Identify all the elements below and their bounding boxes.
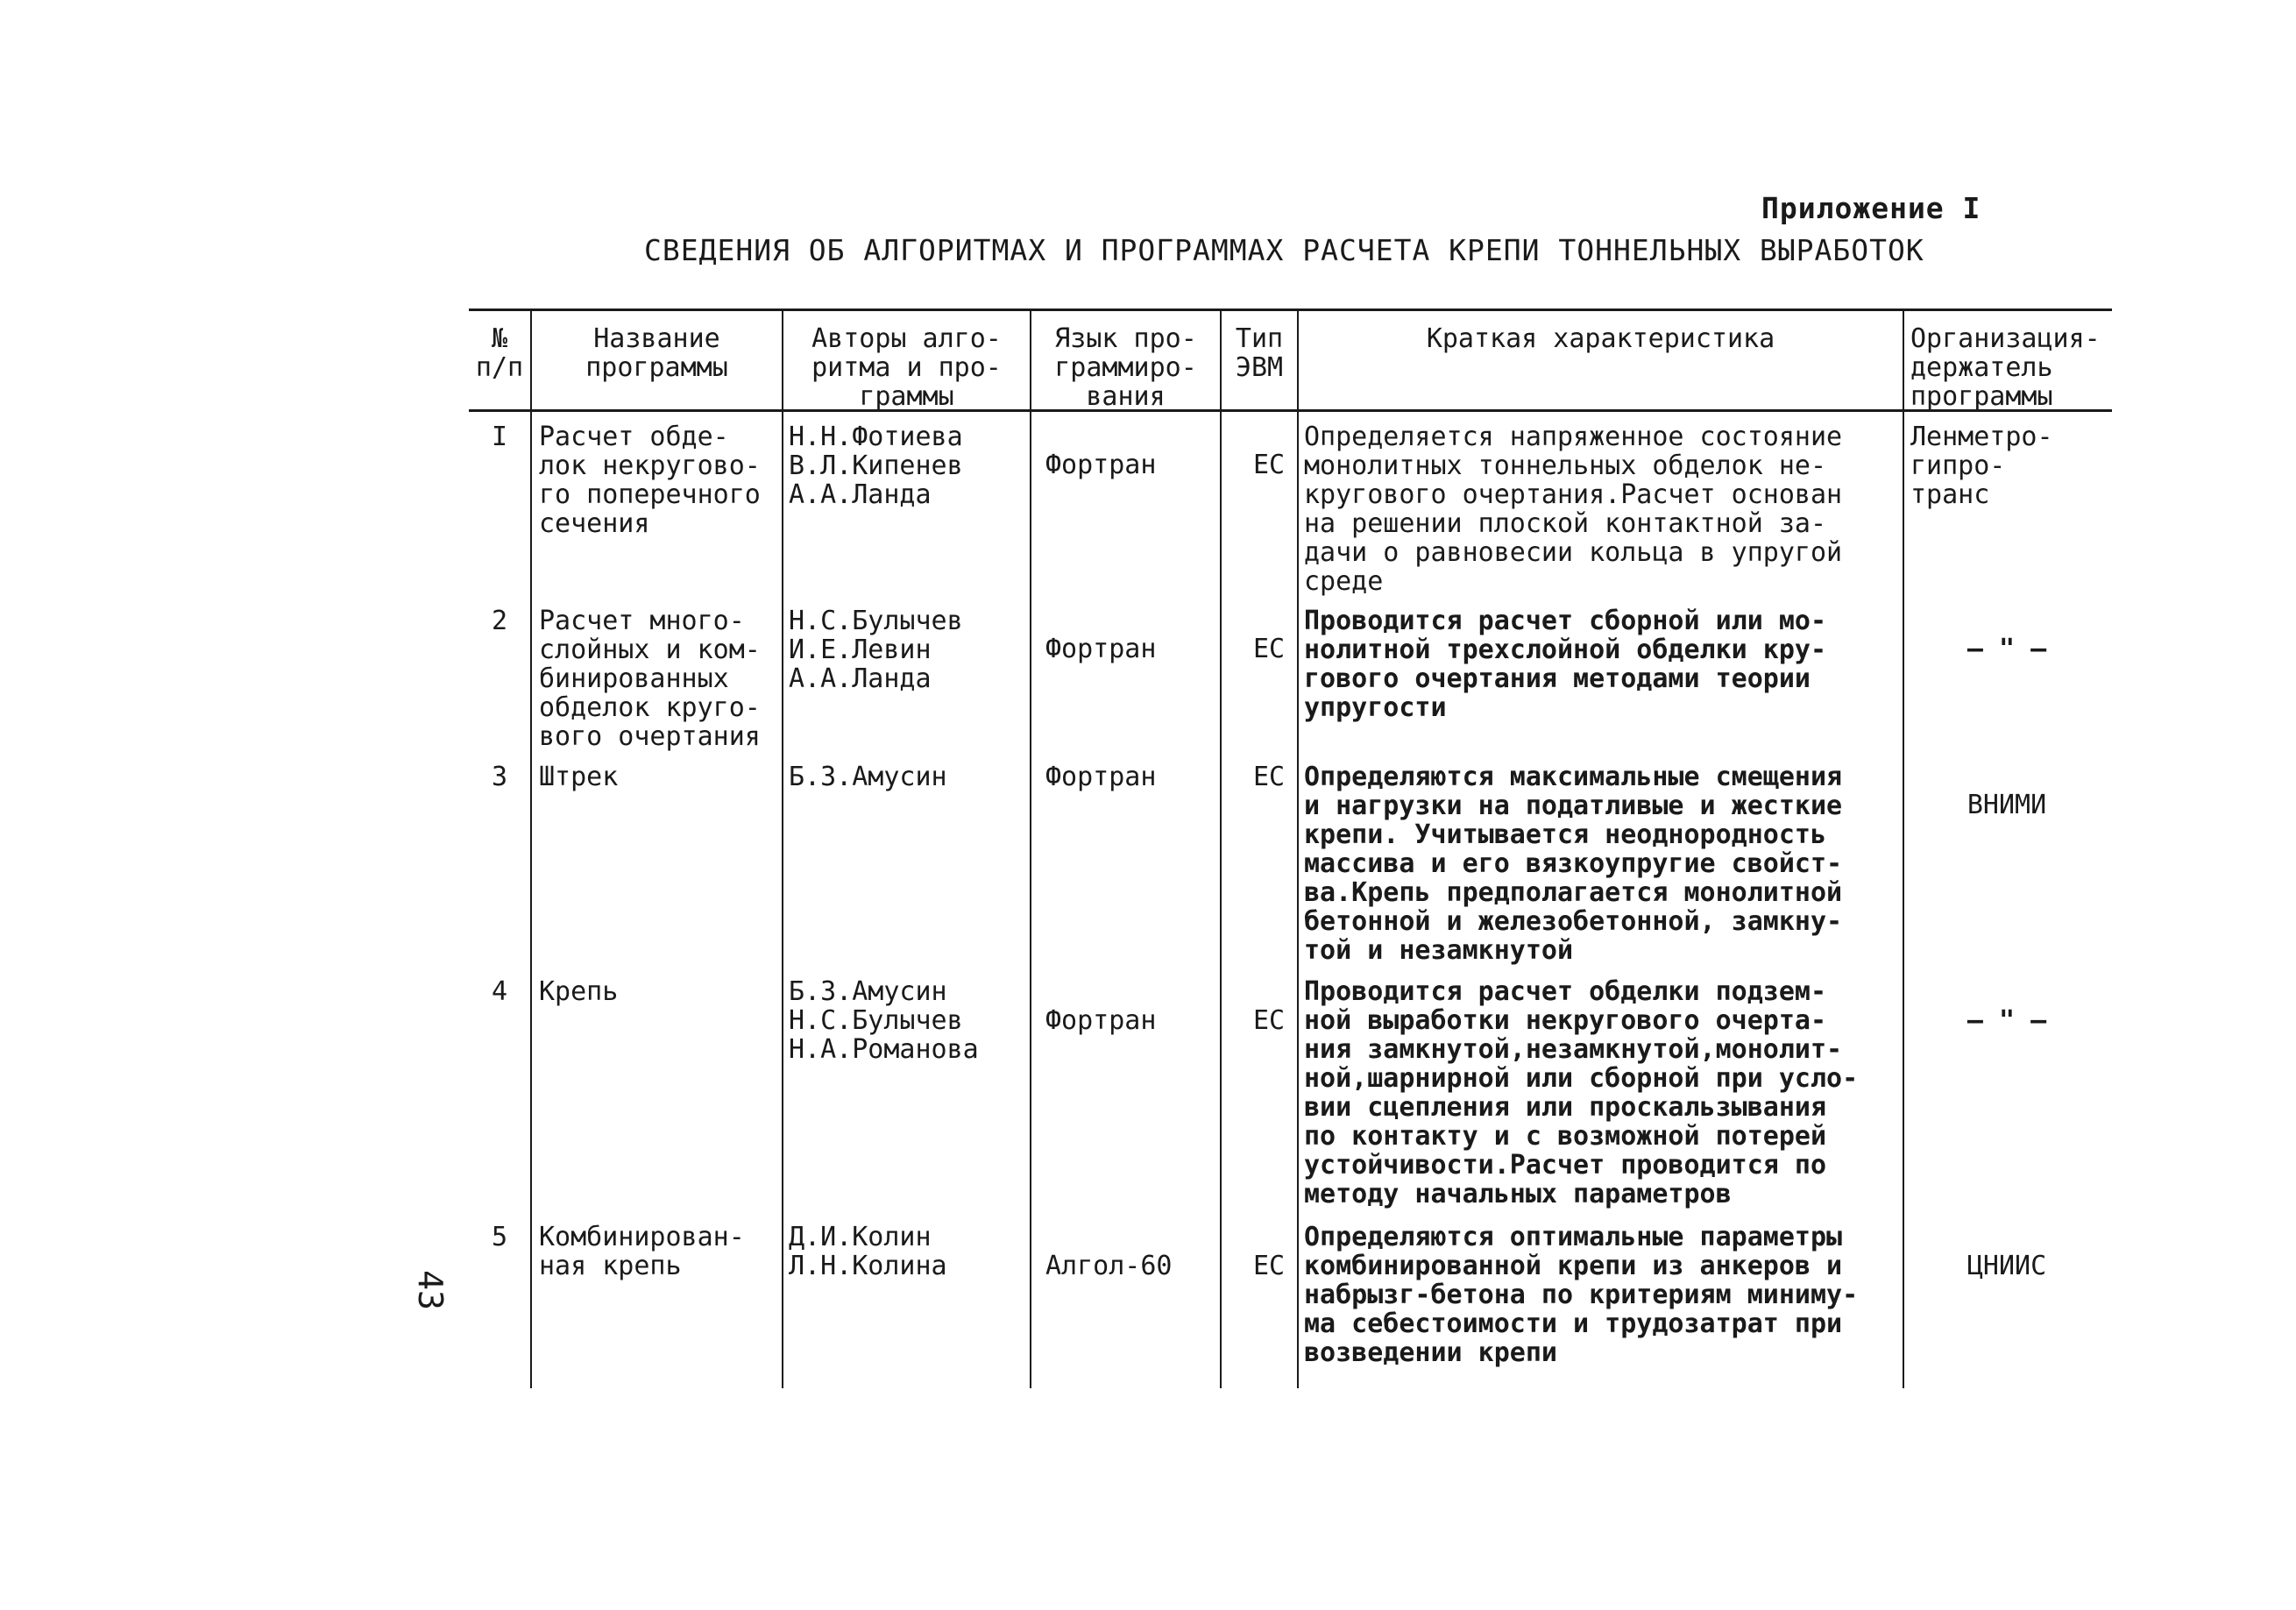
header-authors: Авторы алго- ритма и про- граммы [811, 323, 1002, 412]
row-organization: – " – [1966, 634, 2047, 664]
column-divider [782, 309, 783, 1388]
row-authors: Б.З.Амусин [789, 762, 947, 792]
header-name: Название программы [585, 323, 728, 383]
row-organization: Ленметро- гипро- транс [1910, 422, 2053, 510]
column-divider [530, 309, 532, 1388]
row-computer: ЕС [1253, 634, 1286, 664]
row-num: 2 [491, 606, 508, 636]
row-authors: Н.Н.Фотиева В.Л.Кипенев А.А.Ланда [789, 422, 963, 510]
row-organization: – " – [1966, 1005, 2047, 1036]
column-divider [1030, 309, 1031, 1388]
row-num: 3 [491, 762, 508, 792]
row-language: Фортран [1045, 634, 1157, 664]
row-description: Проводится расчет сборной или мо- нолитной трехслойной обделки кру- гового очертания методами теории упругости [1304, 606, 1827, 723]
row-computer: ЕС [1253, 1251, 1286, 1281]
column-divider [1297, 309, 1299, 1388]
row-description: Определяются оптимальные параметры комбинированной крепи из анкеров и набрызг-бетона по критериям миниму- ма себестоимости и трудозатрат при возведении крепи [1304, 1222, 1859, 1368]
row-computer: ЕС [1253, 1005, 1286, 1036]
header-num: № п/п [475, 323, 524, 383]
row-name: Расчет много- слойных и ком- бинированных обделок круго- вого очертания [539, 606, 761, 752]
row-num: 5 [491, 1222, 508, 1252]
appendix-label: Приложение I [1761, 191, 1981, 225]
header-description: Краткая характеристика [1426, 323, 1775, 354]
row-authors: Б.З.Амусин Н.С.Булычев Н.А.Романова [789, 976, 979, 1065]
row-language: Фортран [1045, 1005, 1157, 1036]
row-language: Фортран [1045, 762, 1157, 792]
row-name: Расчет обде- лок некругово- го поперечного сечения [539, 422, 761, 539]
row-name: Комбинирован- ная крепь [539, 1222, 745, 1281]
row-authors: Д.И.Колин Л.Н.Колина [789, 1222, 947, 1281]
row-num: 4 [491, 976, 508, 1007]
row-name: Штрек [539, 762, 619, 792]
table-top-rule [469, 309, 2112, 311]
row-computer: ЕС [1253, 762, 1286, 792]
column-divider [1903, 309, 1904, 1388]
row-description: Определяются максимальные смещения и нагрузки на податливые и жесткие крепи. Учитывается неоднородность массива и его вязкоупругие свойст- ва.Крепь предполагается монолитной бетонной и железобетонной, замкну- той и незамкнутой [1304, 762, 1843, 966]
row-authors: Н.С.Булычев И.Е.Левин А.А.Ланда [789, 606, 963, 694]
row-description: Определяется напряженное состояние монолитных тоннельных обделок не- кругового очертания.Расчет основан на решении плоской контактной за- дачи о равновесии кольца в упругой среде [1304, 422, 1843, 597]
programs-table [469, 309, 2112, 1388]
row-language: Фортран [1045, 450, 1157, 480]
row-num: I [491, 422, 508, 452]
header-language: Язык про- граммиро- вания [1054, 323, 1197, 412]
header-bottom-rule [469, 409, 2112, 412]
row-name: Крепь [539, 976, 619, 1007]
column-divider [1220, 309, 1222, 1388]
row-language: Алгол-60 [1045, 1251, 1173, 1281]
page-title: СВЕДЕНИЯ ОБ АЛГОРИТМАХ И ПРОГРАММАХ РАСЧЕТА КРЕПИ ТОННЕЛЬНЫХ ВЫРАБОТОК [644, 233, 1924, 267]
row-organization: ЦНИИС [1966, 1251, 2047, 1281]
header-organization: Организация- держатель программы [1910, 323, 2101, 412]
row-description: Проводится расчет обделки подзем- ной выработки некругового очерта- ния замкнутой,незамкнутой,монолит- ной,шарнирной или сборной при усло- вии сцепления или проскальзывания по контакту и с возможной потерей устойчивости.Расчет проводится по методу начальных параметров [1304, 976, 1859, 1209]
row-organization: ВНИМИ [1966, 790, 2047, 820]
row-computer: ЕС [1253, 450, 1286, 480]
header-computer: Тип ЭВМ [1235, 323, 1284, 383]
page-number: 43 [410, 1270, 450, 1310]
